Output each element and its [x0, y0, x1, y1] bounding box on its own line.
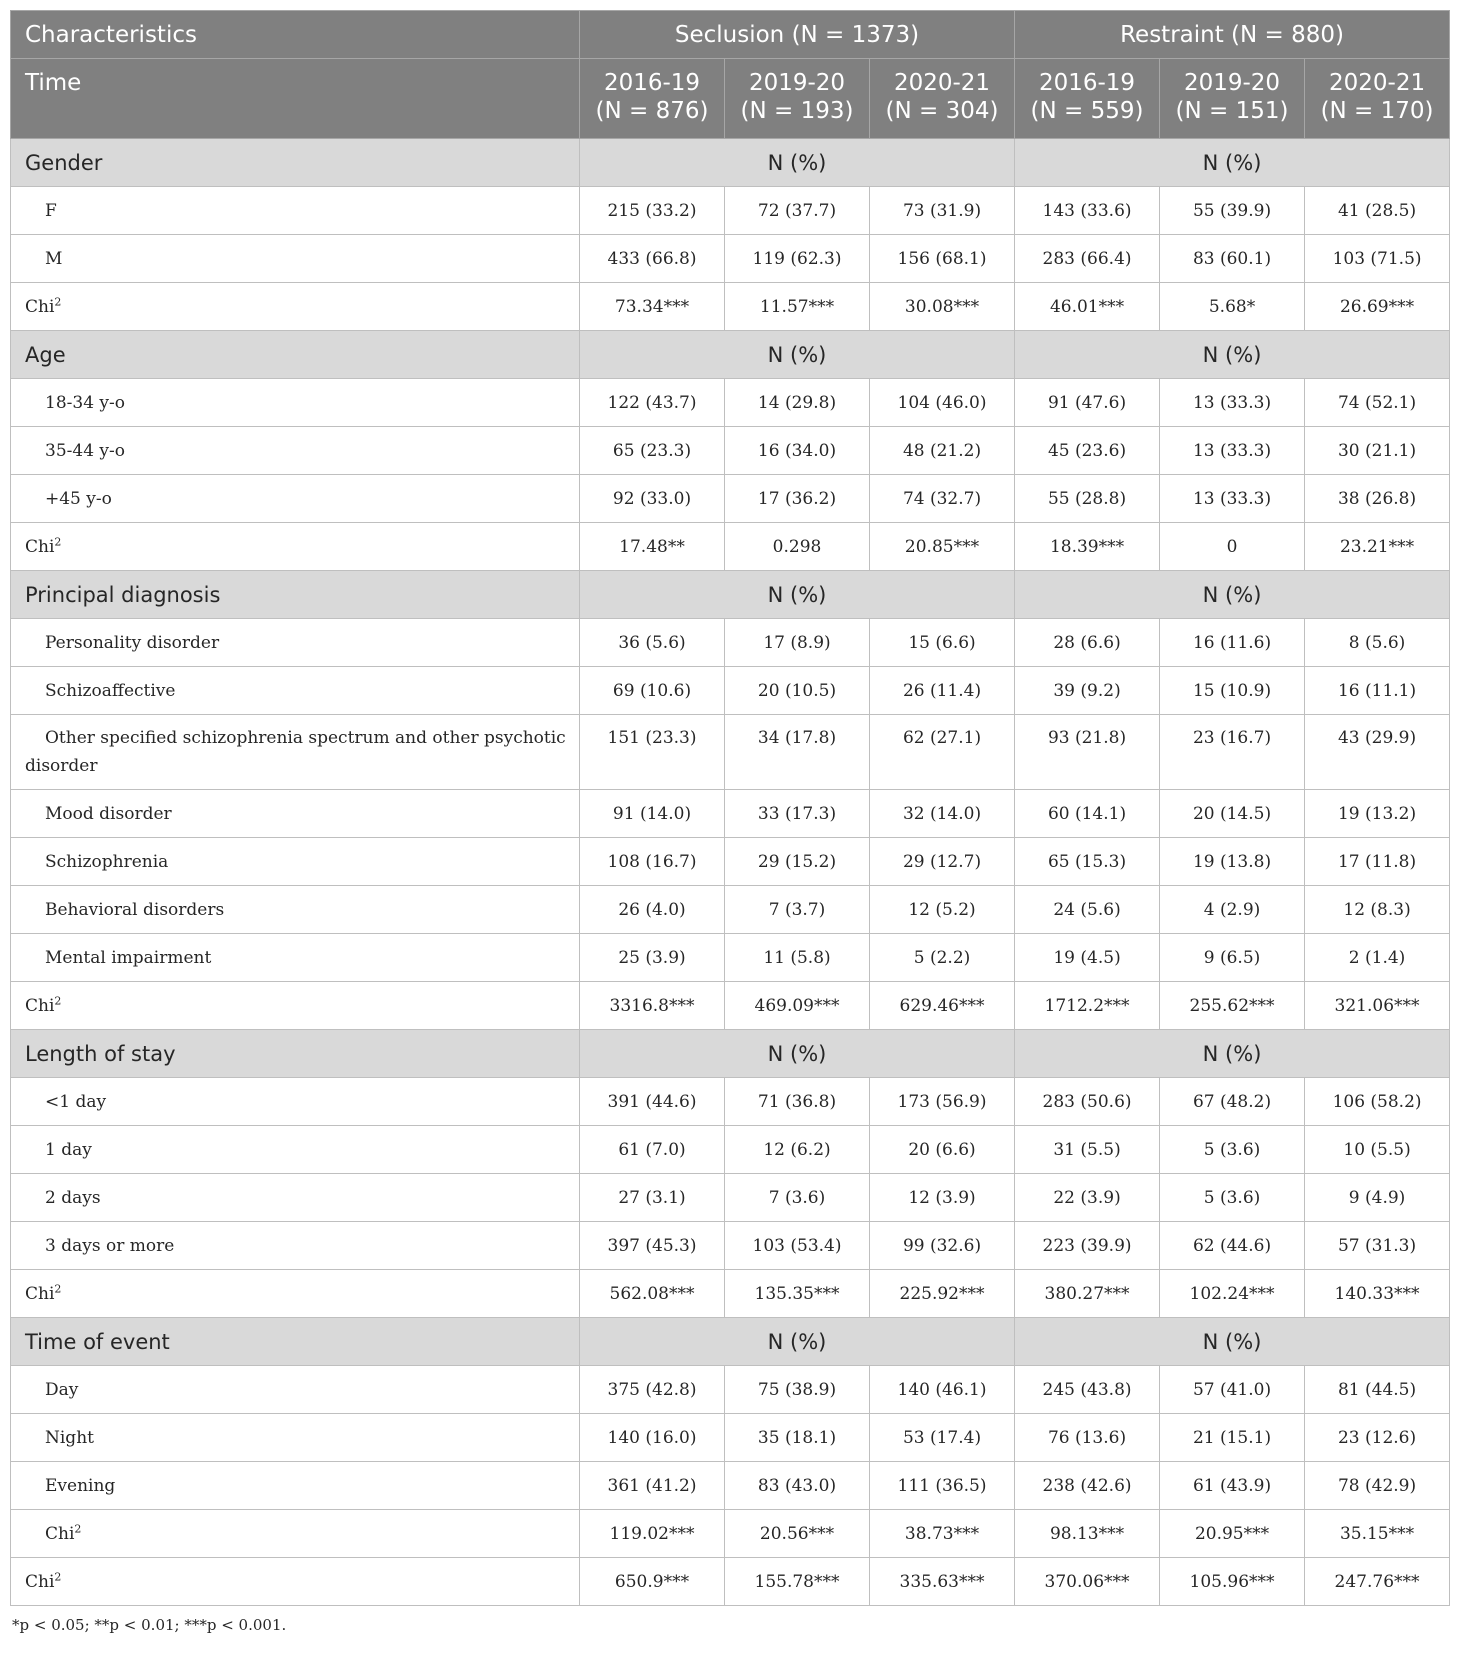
table-row: [11, 427, 1450, 475]
value-cell: 74 (32.7): [870, 475, 1015, 523]
table-row: [11, 715, 1450, 790]
row-label-cell: [11, 1366, 580, 1414]
period-year: 2019-20: [1183, 70, 1281, 96]
value-cell: 255.62***: [1160, 982, 1305, 1030]
value-cell: 81 (44.5): [1305, 1366, 1450, 1414]
header-period: [870, 59, 1015, 139]
row-label: Schizophrenia: [45, 851, 169, 872]
table-row: [11, 1366, 1450, 1414]
superscript: 2: [54, 1281, 62, 1295]
row-label-cell: [11, 379, 580, 427]
row-label: Behavioral disorders: [45, 899, 225, 920]
value-cell: 108 (16.7): [580, 838, 725, 886]
value-cell: 5.68*: [1160, 283, 1305, 331]
row-label-cell: [11, 1270, 580, 1318]
value-cell: 5 (2.2): [870, 934, 1015, 982]
value-cell: 2 (1.4): [1305, 934, 1450, 982]
value-cell: 83 (43.0): [725, 1462, 870, 1510]
value-cell: 29 (15.2): [725, 838, 870, 886]
section-unit-seclusion: N (%): [580, 1318, 1015, 1366]
row-label: Schizoaffective: [45, 680, 176, 701]
value-cell: 0.298: [725, 523, 870, 571]
value-cell: 62 (44.6): [1160, 1222, 1305, 1270]
value-cell: 111 (36.5): [870, 1462, 1015, 1510]
value-cell: 91 (47.6): [1015, 379, 1160, 427]
value-cell: 375 (42.8): [580, 1366, 725, 1414]
value-cell: 119.02***: [580, 1510, 725, 1558]
value-cell: 35 (18.1): [725, 1414, 870, 1462]
row-label: M: [45, 248, 63, 269]
value-cell: 29 (12.7): [870, 838, 1015, 886]
value-cell: 20 (14.5): [1160, 790, 1305, 838]
value-cell: 15 (10.9): [1160, 667, 1305, 715]
value-cell: 65 (15.3): [1015, 838, 1160, 886]
header-seclusion: Seclusion (N = 1373): [580, 11, 1015, 59]
superscript: 2: [54, 534, 62, 548]
chi-square-row: [11, 283, 1450, 331]
section-title: Gender: [11, 139, 580, 187]
section-header-row: [11, 1030, 1450, 1078]
value-cell: 106 (58.2): [1305, 1078, 1450, 1126]
table-row: [11, 619, 1450, 667]
header-restraint: Restraint (N = 880): [1015, 11, 1450, 59]
table-row: [11, 1414, 1450, 1462]
value-cell: 78 (42.9): [1305, 1462, 1450, 1510]
value-cell: 12 (8.3): [1305, 886, 1450, 934]
row-label: 2 days: [45, 1187, 101, 1208]
row-label: Night: [45, 1427, 94, 1448]
value-cell: 18.39***: [1015, 523, 1160, 571]
value-cell: 22 (3.9): [1015, 1174, 1160, 1222]
value-cell: 283 (66.4): [1015, 235, 1160, 283]
section-title: Length of stay: [11, 1030, 580, 1078]
value-cell: 119 (62.3): [725, 235, 870, 283]
value-cell: 45 (23.6): [1015, 427, 1160, 475]
value-cell: 28 (6.6): [1015, 619, 1160, 667]
value-cell: 38 (26.8): [1305, 475, 1450, 523]
value-cell: 0: [1160, 523, 1305, 571]
row-label: 35-44 y-o: [45, 440, 125, 461]
value-cell: 21 (15.1): [1160, 1414, 1305, 1462]
value-cell: 26 (11.4): [870, 667, 1015, 715]
superscript: 2: [54, 1569, 62, 1583]
value-cell: 75 (38.9): [725, 1366, 870, 1414]
value-cell: 223 (39.9): [1015, 1222, 1160, 1270]
header-row-periods: [11, 59, 1450, 139]
value-cell: 65 (23.3): [580, 427, 725, 475]
row-label-cell: [11, 982, 580, 1030]
section-unit-seclusion: N (%): [580, 139, 1015, 187]
superscript: 2: [74, 1521, 82, 1535]
table-row: [11, 1462, 1450, 1510]
period-n: (N = 876): [595, 98, 709, 124]
value-cell: 23.21***: [1305, 523, 1450, 571]
section-header-row: [11, 331, 1450, 379]
value-cell: 283 (50.6): [1015, 1078, 1160, 1126]
value-cell: 391 (44.6): [580, 1078, 725, 1126]
value-cell: 43 (29.9): [1305, 715, 1450, 790]
value-cell: 24 (5.6): [1015, 886, 1160, 934]
value-cell: 10 (5.5): [1305, 1126, 1450, 1174]
section-header-row: [11, 139, 1450, 187]
value-cell: 380.27***: [1015, 1270, 1160, 1318]
value-cell: 103 (71.5): [1305, 235, 1450, 283]
value-cell: 122 (43.7): [580, 379, 725, 427]
period-n: (N = 304): [885, 98, 999, 124]
header-period: [1160, 59, 1305, 139]
value-cell: 247.76***: [1305, 1558, 1450, 1606]
value-cell: 62 (27.1): [870, 715, 1015, 790]
value-cell: 99 (32.6): [870, 1222, 1015, 1270]
value-cell: 238 (42.6): [1015, 1462, 1160, 1510]
value-cell: 30.08***: [870, 283, 1015, 331]
row-label-cell: [11, 1174, 580, 1222]
row-label: Chi: [25, 1571, 55, 1592]
value-cell: 20.85***: [870, 523, 1015, 571]
value-cell: 650.9***: [580, 1558, 725, 1606]
section-unit-seclusion: N (%): [580, 331, 1015, 379]
value-cell: 35.15***: [1305, 1510, 1450, 1558]
header-period: [580, 59, 725, 139]
table-row: [11, 934, 1450, 982]
section-unit-restraint: N (%): [1015, 139, 1450, 187]
row-label: Other specified schizophrenia spectrum and other psychotic disorder: [25, 728, 566, 776]
value-cell: 20.56***: [725, 1510, 870, 1558]
value-cell: 25 (3.9): [580, 934, 725, 982]
value-cell: 61 (7.0): [580, 1126, 725, 1174]
value-cell: 34 (17.8): [725, 715, 870, 790]
superscript: 2: [54, 993, 62, 1007]
value-cell: 245 (43.8): [1015, 1366, 1160, 1414]
row-label: Mental impairment: [45, 947, 212, 968]
value-cell: 26 (4.0): [580, 886, 725, 934]
section-header-row: [11, 1318, 1450, 1366]
table-row: [11, 1174, 1450, 1222]
value-cell: 32 (14.0): [870, 790, 1015, 838]
period-n: (N = 193): [740, 98, 854, 124]
table-row: [11, 235, 1450, 283]
value-cell: 4 (2.9): [1160, 886, 1305, 934]
value-cell: 69 (10.6): [580, 667, 725, 715]
value-cell: 98.13***: [1015, 1510, 1160, 1558]
table-row: [11, 1126, 1450, 1174]
row-label: Mood disorder: [45, 803, 172, 824]
superscript: 2: [54, 294, 62, 308]
value-cell: 72 (37.7): [725, 187, 870, 235]
value-cell: 140 (46.1): [870, 1366, 1015, 1414]
value-cell: 335.63***: [870, 1558, 1015, 1606]
value-cell: 140 (16.0): [580, 1414, 725, 1462]
value-cell: 20 (10.5): [725, 667, 870, 715]
row-label-cell: [11, 187, 580, 235]
row-label-cell: [11, 523, 580, 571]
row-label-cell: [11, 1078, 580, 1126]
header-period: [1015, 59, 1160, 139]
row-label-cell: [11, 715, 580, 790]
value-cell: 321.06***: [1305, 982, 1450, 1030]
value-cell: 53 (17.4): [870, 1414, 1015, 1462]
value-cell: 39 (9.2): [1015, 667, 1160, 715]
value-cell: 17.48**: [580, 523, 725, 571]
row-label: Chi: [45, 1523, 75, 1544]
value-cell: 23 (16.7): [1160, 715, 1305, 790]
row-label: <1 day: [45, 1091, 107, 1112]
table-row: [11, 667, 1450, 715]
section-title: Time of event: [11, 1318, 580, 1366]
chi-square-row: [11, 1270, 1450, 1318]
table-row: [11, 187, 1450, 235]
section-unit-restraint: N (%): [1015, 331, 1450, 379]
value-cell: 92 (33.0): [580, 475, 725, 523]
section-unit-restraint: N (%): [1015, 1318, 1450, 1366]
value-cell: 46.01***: [1015, 283, 1160, 331]
value-cell: 60 (14.1): [1015, 790, 1160, 838]
row-label-cell: [11, 619, 580, 667]
value-cell: 73 (31.9): [870, 187, 1015, 235]
value-cell: 9 (4.9): [1305, 1174, 1450, 1222]
row-label-cell: [11, 790, 580, 838]
row-label: Day: [45, 1379, 79, 1400]
value-cell: 104 (46.0): [870, 379, 1015, 427]
table-body: [11, 139, 1450, 1606]
value-cell: 12 (5.2): [870, 886, 1015, 934]
value-cell: 215 (33.2): [580, 187, 725, 235]
table-row: [11, 379, 1450, 427]
section-unit-seclusion: N (%): [580, 571, 1015, 619]
row-label: Chi: [25, 1283, 55, 1304]
value-cell: 9 (6.5): [1160, 934, 1305, 982]
value-cell: 469.09***: [725, 982, 870, 1030]
table-row: [11, 1510, 1450, 1558]
value-cell: 55 (28.8): [1015, 475, 1160, 523]
value-cell: 11.57***: [725, 283, 870, 331]
value-cell: 370.06***: [1015, 1558, 1160, 1606]
period-year: 2020-21: [1328, 70, 1426, 96]
value-cell: 76 (13.6): [1015, 1414, 1160, 1462]
value-cell: 397 (45.3): [580, 1222, 725, 1270]
table-header: [11, 11, 1450, 139]
period-year: 2019-20: [748, 70, 846, 96]
value-cell: 102.24***: [1160, 1270, 1305, 1318]
period-n: (N = 151): [1175, 98, 1289, 124]
value-cell: 12 (6.2): [725, 1126, 870, 1174]
value-cell: 13 (33.3): [1160, 427, 1305, 475]
value-cell: 57 (41.0): [1160, 1366, 1305, 1414]
table-row: [11, 790, 1450, 838]
row-label-cell: [11, 235, 580, 283]
section-title: Age: [11, 331, 580, 379]
value-cell: 562.08***: [580, 1270, 725, 1318]
section-title: Principal diagnosis: [11, 571, 580, 619]
value-cell: 7 (3.7): [725, 886, 870, 934]
value-cell: 61 (43.9): [1160, 1462, 1305, 1510]
row-label-cell: [11, 1558, 580, 1606]
value-cell: 17 (36.2): [725, 475, 870, 523]
row-label: Personality disorder: [45, 632, 220, 653]
value-cell: 67 (48.2): [1160, 1078, 1305, 1126]
value-cell: 156 (68.1): [870, 235, 1015, 283]
chi-square-row: [11, 523, 1450, 571]
value-cell: 33 (17.3): [725, 790, 870, 838]
period-year: 2016-19: [603, 70, 701, 96]
row-label-cell: [11, 1462, 580, 1510]
value-cell: 38.73***: [870, 1510, 1015, 1558]
row-label: +45 y-o: [45, 488, 112, 509]
period-n: (N = 170): [1320, 98, 1434, 124]
section-header-row: [11, 571, 1450, 619]
value-cell: 27 (3.1): [580, 1174, 725, 1222]
value-cell: 26.69***: [1305, 283, 1450, 331]
table-row: [11, 886, 1450, 934]
value-cell: 361 (41.2): [580, 1462, 725, 1510]
section-unit-restraint: N (%): [1015, 571, 1450, 619]
table-row: [11, 475, 1450, 523]
value-cell: 23 (12.6): [1305, 1414, 1450, 1462]
value-cell: 16 (34.0): [725, 427, 870, 475]
value-cell: 140.33***: [1305, 1270, 1450, 1318]
table-row: [11, 838, 1450, 886]
value-cell: 41 (28.5): [1305, 187, 1450, 235]
value-cell: 74 (52.1): [1305, 379, 1450, 427]
value-cell: 14 (29.8): [725, 379, 870, 427]
value-cell: 17 (11.8): [1305, 838, 1450, 886]
period-year: 2016-19: [1038, 70, 1136, 96]
value-cell: 143 (33.6): [1015, 187, 1160, 235]
value-cell: 20 (6.6): [870, 1126, 1015, 1174]
header-period: [1305, 59, 1450, 139]
row-label-cell: [11, 838, 580, 886]
value-cell: 3316.8***: [580, 982, 725, 1030]
value-cell: 16 (11.1): [1305, 667, 1450, 715]
value-cell: 19 (13.2): [1305, 790, 1450, 838]
value-cell: 1712.2***: [1015, 982, 1160, 1030]
value-cell: 12 (3.9): [870, 1174, 1015, 1222]
row-label-cell: [11, 1510, 580, 1558]
header-row-groups: [11, 11, 1450, 59]
value-cell: 31 (5.5): [1015, 1126, 1160, 1174]
value-cell: 20.95***: [1160, 1510, 1305, 1558]
value-cell: 19 (4.5): [1015, 934, 1160, 982]
chi-square-row: [11, 1558, 1450, 1606]
value-cell: 8 (5.6): [1305, 619, 1450, 667]
value-cell: 19 (13.8): [1160, 838, 1305, 886]
row-label: Chi: [25, 995, 55, 1016]
row-label: 1 day: [45, 1139, 92, 1160]
value-cell: 13 (33.3): [1160, 475, 1305, 523]
row-label: Chi: [25, 296, 55, 317]
value-cell: 629.46***: [870, 982, 1015, 1030]
row-label: Chi: [25, 536, 55, 557]
header-period: [725, 59, 870, 139]
value-cell: 83 (60.1): [1160, 235, 1305, 283]
row-label-cell: [11, 1126, 580, 1174]
value-cell: 103 (53.4): [725, 1222, 870, 1270]
row-label: F: [45, 200, 57, 221]
value-cell: 5 (3.6): [1160, 1126, 1305, 1174]
table-footnote: *p < 0.05; **p < 0.01; ***p < 0.001.: [12, 1616, 287, 1634]
value-cell: 17 (8.9): [725, 619, 870, 667]
row-label-cell: [11, 475, 580, 523]
value-cell: 57 (31.3): [1305, 1222, 1450, 1270]
value-cell: 36 (5.6): [580, 619, 725, 667]
value-cell: 15 (6.6): [870, 619, 1015, 667]
value-cell: 105.96***: [1160, 1558, 1305, 1606]
row-label-cell: [11, 886, 580, 934]
characteristics-table: [10, 10, 1450, 1606]
value-cell: 225.92***: [870, 1270, 1015, 1318]
value-cell: 173 (56.9): [870, 1078, 1015, 1126]
period-year: 2020-21: [893, 70, 991, 96]
header-characteristics: Characteristics: [11, 11, 580, 59]
value-cell: 5 (3.6): [1160, 1174, 1305, 1222]
value-cell: 151 (23.3): [580, 715, 725, 790]
value-cell: 71 (36.8): [725, 1078, 870, 1126]
row-label: 18-34 y-o: [45, 392, 125, 413]
row-label-cell: [11, 934, 580, 982]
value-cell: 7 (3.6): [725, 1174, 870, 1222]
row-label: Evening: [45, 1475, 116, 1496]
value-cell: 135.35***: [725, 1270, 870, 1318]
row-label-cell: [11, 1222, 580, 1270]
value-cell: 73.34***: [580, 283, 725, 331]
value-cell: 30 (21.1): [1305, 427, 1450, 475]
value-cell: 16 (11.6): [1160, 619, 1305, 667]
section-unit-seclusion: N (%): [580, 1030, 1015, 1078]
value-cell: 55 (39.9): [1160, 187, 1305, 235]
value-cell: 155.78***: [725, 1558, 870, 1606]
value-cell: 93 (21.8): [1015, 715, 1160, 790]
row-label-cell: [11, 283, 580, 331]
value-cell: 91 (14.0): [580, 790, 725, 838]
row-label-cell: [11, 667, 580, 715]
chi-square-row: [11, 982, 1450, 1030]
value-cell: 48 (21.2): [870, 427, 1015, 475]
table-container: [10, 10, 1450, 1606]
value-cell: 13 (33.3): [1160, 379, 1305, 427]
table-row: [11, 1222, 1450, 1270]
period-n: (N = 559): [1030, 98, 1144, 124]
table-row: [11, 1078, 1450, 1126]
row-label-cell: [11, 1414, 580, 1462]
section-unit-restraint: N (%): [1015, 1030, 1450, 1078]
row-label: 3 days or more: [45, 1235, 175, 1256]
value-cell: 11 (5.8): [725, 934, 870, 982]
header-time: Time: [11, 59, 580, 139]
row-label-cell: [11, 427, 580, 475]
value-cell: 433 (66.8): [580, 235, 725, 283]
